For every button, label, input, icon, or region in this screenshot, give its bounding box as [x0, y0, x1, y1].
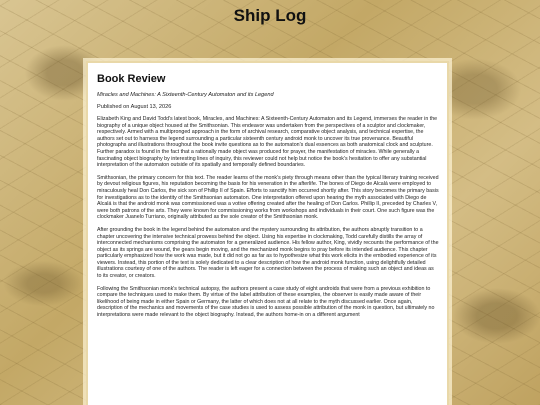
- site-header: [0, 0, 540, 34]
- publish-date: Published on August 13, 2026: [97, 104, 172, 110]
- article-heading: Book Review: [97, 73, 166, 85]
- article-paragraph: Elizabeth King and David Todd's latest book, Miracles, and Machines: A Sixteenth-Century Automaton and its Legend, immerses the reader in the biography of a unique object housed at the Smithsonian. This endeavor was undertaken from the perspectives of a sculptor and clockmaker, respectively. Armed with a multipronged approach in the form of archival research, comparative object analysis, and technical expertise, the authors set out to harness the legend surrounding a particular sixteenth century android monk to uncover its true provenance. Beautiful photographs and illustrations throughout the book invite questions as to the automaton's dual essences as both anatomical clock and sculpture. Further paradox is found in the fact that a rationally made object was produced for prayer, the manifestation of miracles. While generally a fascinating object biography by interesting lines of inquiry, this reviewer could not help but notice the book's hesitation to offer any substantial interpretation of the automaton outside of its spatially and temporally defined boundaries.: [97, 116, 438, 169]
- article-paragraph: Smithsonian, the primary concern for this text. The reader learns of the monk's piety through means other than the typical literary training received by devout religious figures, his reputation becoming the basis for his veneration in the afterlife. The bones of Diego de Alcalá were employed to miraculously heal Don Carlos, the sick son of Phillip II of Spain. Efforts to sanctify him occurred shortly after. This story becomes the primary basis for investigations as to the identity of the Smithsonian automaton. One interpretation offered upon hearing the myth associated with Diego de Alcalá is that the android monk was commissioned was a votive offering created after the healing of Don Carlos. Phillip II, preceded by Charles V, were both patrons of the arts. They were known for commissioning works from workshops and individuals in their court. One such figure was the clockmaker Juanelo Turriano, originally attributed as the sole creator of the Smithsonian monk.: [97, 174, 439, 221]
- article-paragraph: Following the Smithsonian monk's technical autopsy, the authors present a case study of eight androids that were from a previous exhibition to compare the techniques used to make them. By virtue of the label attribution of these examples, the observer is easily made aware of their likelihood of being made in either Spain or Germany, the latter of which does not at all relate to the myth discussed earlier. Once again, description of the mechanics and movements of the case studies is used to assess possible attribution of the monk in question, but ultimately no interpretations were made relevant to the object biography. Instead, the authors home-in on a different argument: [97, 285, 435, 319]
- site-title: Ship Log: [233, 6, 307, 25]
- book-title: Miracles and Machines: A Sixteenth-Century Automaton and its Legend: [97, 92, 274, 98]
- article-paragraph: After grounding the book in the legend behind the automaton and the mystery surrounding its attribution, the authors abruptly transition to a chapter uncovering the intensive technical prowess behind the object. Using his expertise in clockmaking, Todd carefully distills the array of interconnected mechanisms comprising the automaton for a generalized audience. His fellow author, King, vividly recounts the performance of the object as its springs are wound, the gears begin moving, and the mechanized monk begins to pray before its intended audience. This chapter particularly emphasized how the work was made, but it did not go as far as to hypothesize what this work elicits in the embodied experience of its viewers. Instead, this portion of the text is solely dedicated to a clear description of how the android monk function, using delightfully detailed illustrations courtesy of one of the authors. The reader is left eager for a connection between the process of making such an object and ideas as to its creator, or creators.: [97, 226, 439, 280]
- article-card: [86, 61, 449, 405]
